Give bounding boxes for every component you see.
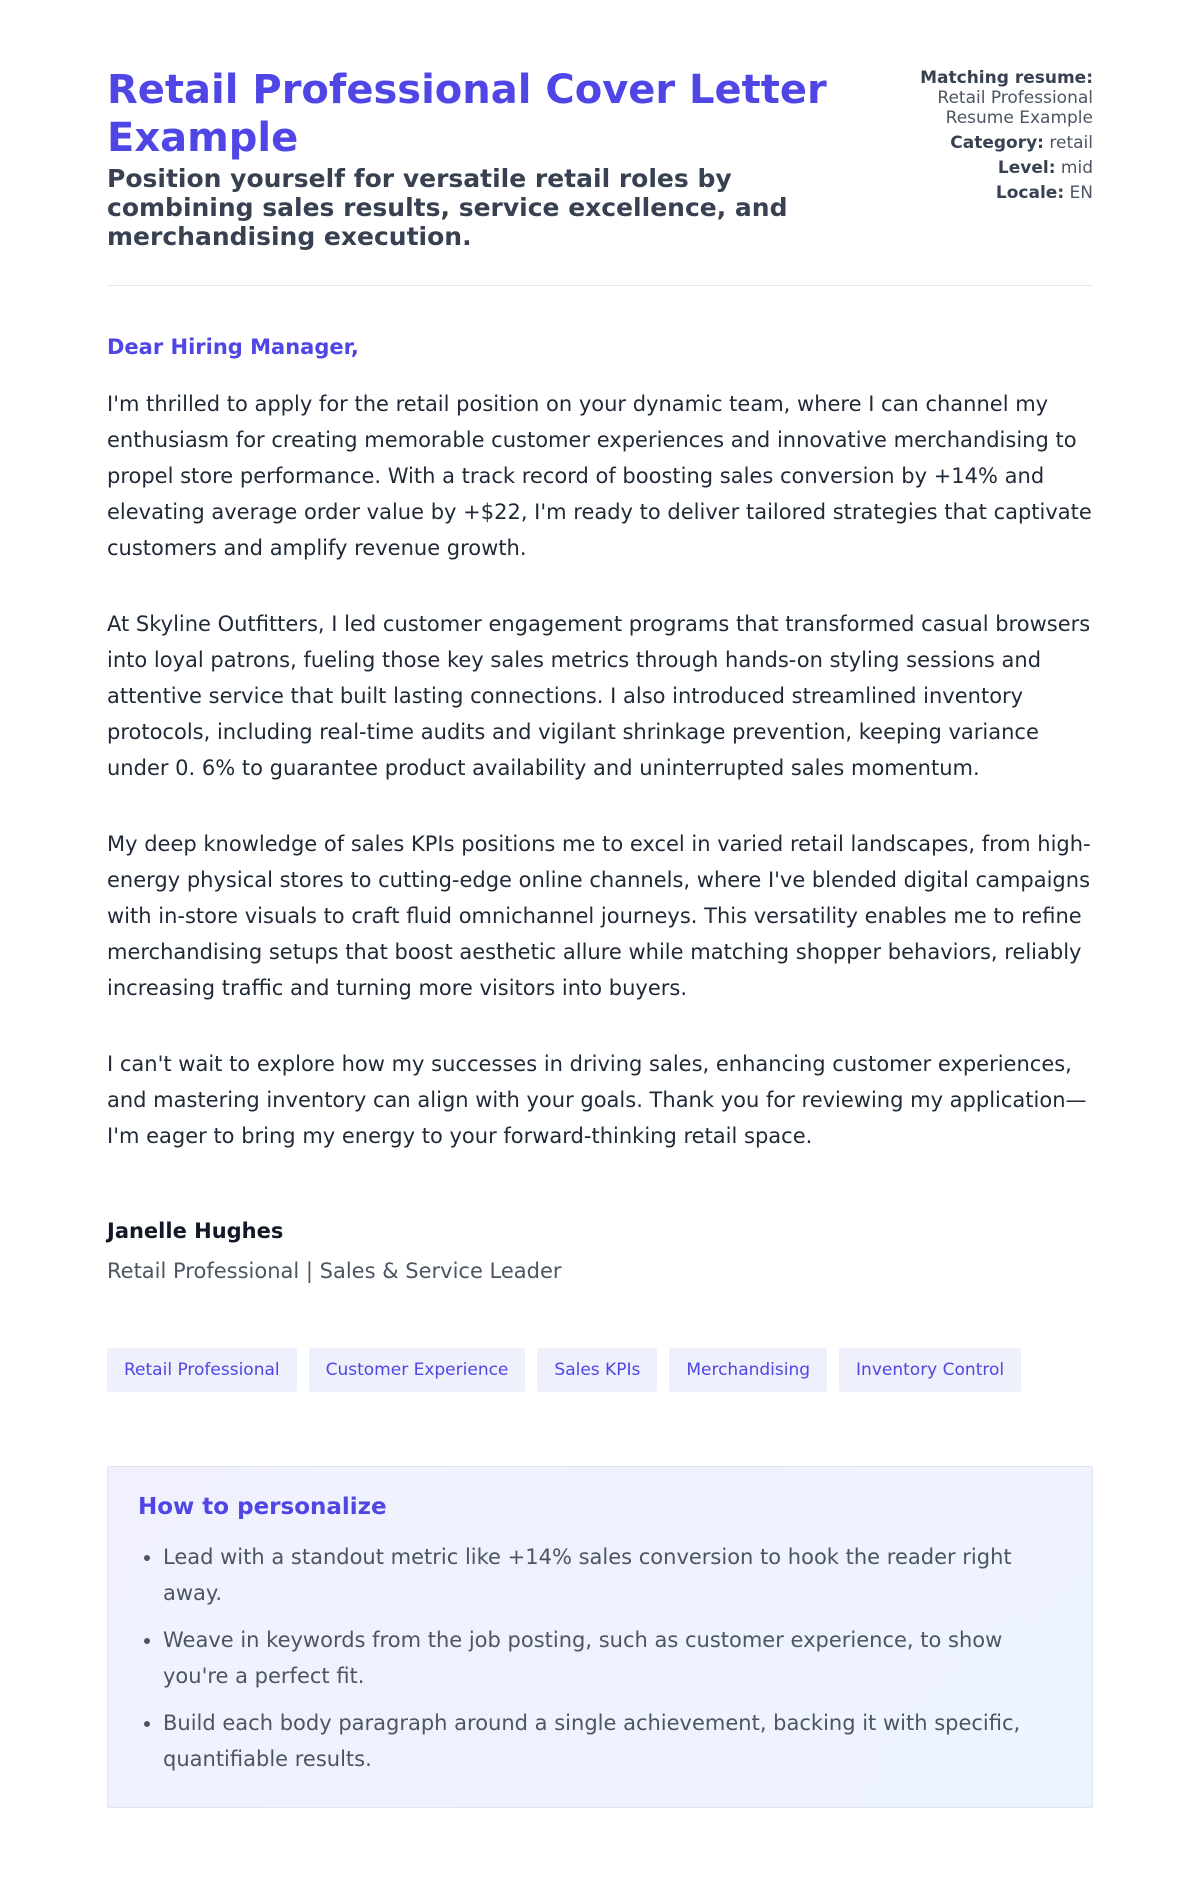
letter-body [107,386,1093,1154]
meta-category [864,133,1093,153]
meta-locale-value: EN [1069,183,1093,203]
matching-resume-value[interactable]: Retail Professional Resume Example [937,88,1093,128]
matching-resume-label: Matching resume: [920,68,1093,88]
letter-greeting: Dear Hiring Manager, [107,335,359,359]
tip-item: • Build each body paragraph around a single achievement, backing it with specific, quantifiable results. [163,1705,1062,1777]
letter-paragraph: I can't wait to explore how my successes in driving sales, enhancing customer experiences, and mastering inventory can align with your goals. Thank you for reviewing my application—I'm eager to bring my energy to your forward-thinking retail space. [107,1052,1087,1148]
page-header [107,0,1093,251]
meta-level [864,158,1093,178]
personalize-tips-box [107,1466,1093,1808]
letter-paragraph: At Skyline Outfitters, I led customer engagement programs that transformed casual browsers into loyal patrons, fueling those key sales metrics through hands-on styling sessions and attentive service that built lasting connections. I also introduced streamlined inventory protocols, including real-time audits and vigilant shrinkage prevention, keeping variance under 0. 6% to guarantee product availability and uninterrupted sales momentum. [107,612,1091,780]
tag-sales-kpis[interactable]: Sales KPIs [537,1348,657,1392]
page-subtitle: Position yourself for versatile retail roles by combining sales results, service excellence, and merchandising execution. [107,164,788,251]
meta-level-value: mid [1060,158,1093,178]
tag-list [107,1348,1093,1392]
tag-merchandising[interactable]: Merchandising [669,1348,827,1392]
meta-category-label: Category: [950,133,1044,153]
meta-level-label: Level: [997,158,1056,178]
meta-category-value: retail [1049,133,1093,153]
tip-item: • Lead with a standout metric like +14% sales conversion to hook the reader right away. [163,1539,1062,1611]
tips-title: How to personalize [138,1494,387,1520]
meta-panel [864,66,1093,203]
tag-retail-professional[interactable]: Retail Professional [107,1348,297,1392]
tips-list [138,1539,1062,1777]
letter-paragraph: I'm thrilled to apply for the retail position on your dynamic team, where I can channel my enthusiasm for creating memorable customer experiences and innovative merchandising to propel store performance. With a track record of boosting sales conversion by +14% and elevating average order value by +$22, I'm ready to deliver tailored strategies that captivate customers and amplify revenue growth. [107,392,1092,560]
tag-inventory-control[interactable]: Inventory Control [839,1348,1021,1392]
header-divider [107,285,1093,286]
meta-locale [864,183,1093,203]
tip-item: • Weave in keywords from the job posting, such as customer experience, to show you're a perfect fit. [163,1622,1062,1694]
meta-locale-label: Locale: [995,183,1065,203]
header-title-block [107,66,864,251]
letter-paragraph: My deep knowledge of sales KPIs positions me to excel in varied retail landscapes, from high-energy physical stores to cutting-edge online channels, where I've blended digital campaigns with in-store visuals to craft fluid omnichannel journeys. This versatility enables me to refine merchandising setups that boost aesthetic allure while matching shopper behaviors, reliably increasing traffic and turning more visitors into buyers. [107,832,1091,1000]
signature-role: Retail Professional | Sales & Service Leader [107,1259,562,1283]
page-title: Retail Professional Cover Letter Example [107,67,827,161]
signature-block [107,1218,1093,1284]
tag-customer-experience[interactable]: Customer Experience [309,1348,526,1392]
signature-name: Janelle Hughes [107,1219,284,1243]
